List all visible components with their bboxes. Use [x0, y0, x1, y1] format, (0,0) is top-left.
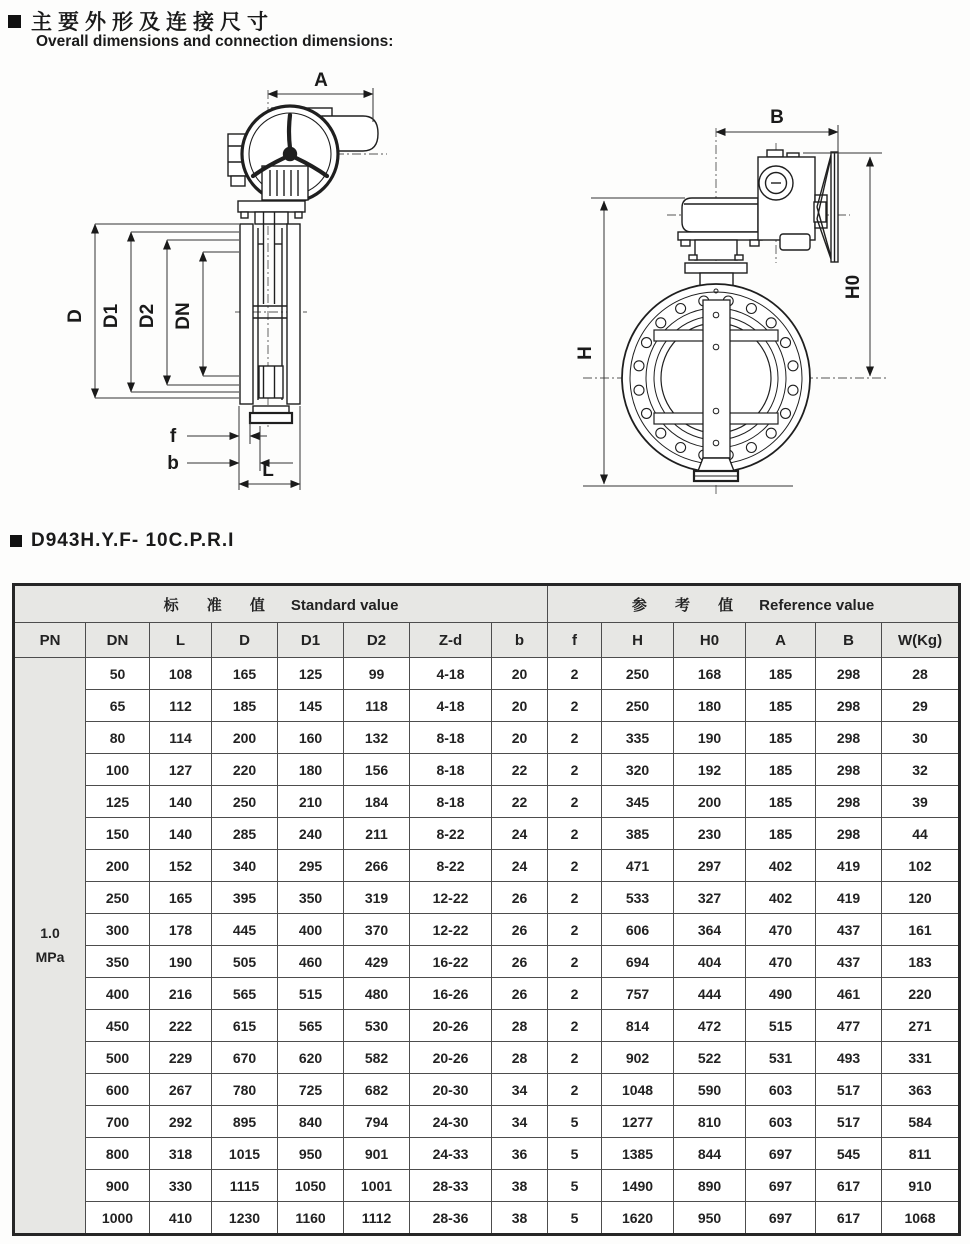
value-cell: 757 [602, 978, 674, 1010]
value-cell: 165 [212, 658, 278, 690]
value-cell: 298 [816, 786, 882, 818]
value-cell: 900 [86, 1170, 150, 1202]
column-header: Z-d [410, 623, 492, 658]
value-cell: 1015 [212, 1138, 278, 1170]
value-cell: 20-30 [410, 1074, 492, 1106]
table-row [14, 690, 960, 722]
dim-label-A: A [314, 70, 328, 91]
value-cell: 1620 [602, 1202, 674, 1235]
value-cell: 2 [548, 690, 602, 722]
value-cell: 292 [150, 1106, 212, 1138]
value-cell: 810 [674, 1106, 746, 1138]
value-cell: 404 [674, 946, 746, 978]
value-cell: 230 [674, 818, 746, 850]
value-cell: 220 [212, 754, 278, 786]
table-row [14, 722, 960, 754]
valve-side-view-drawing [55, 66, 395, 521]
value-cell: 505 [212, 946, 278, 978]
value-cell: 28 [492, 1010, 548, 1042]
value-cell: 402 [746, 882, 816, 914]
value-cell: 1160 [278, 1202, 344, 1235]
column-header: PN [14, 623, 86, 658]
value-cell: 2 [548, 658, 602, 690]
value-cell: 460 [278, 946, 344, 978]
value-cell: 363 [882, 1074, 960, 1106]
value-cell: 185 [746, 690, 816, 722]
value-cell: 419 [816, 882, 882, 914]
value-cell: 533 [602, 882, 674, 914]
column-header: D [212, 623, 278, 658]
value-cell: 515 [746, 1010, 816, 1042]
value-cell: 2 [548, 786, 602, 818]
page-title-en: Overall dimensions and connection dimensions: [36, 33, 394, 50]
column-header: DN [86, 623, 150, 658]
dim-label-D1: D1 [101, 303, 122, 329]
value-cell: 2 [548, 978, 602, 1010]
table-row [14, 754, 960, 786]
dim-label-H0: H0 [843, 274, 864, 300]
value-cell: 38 [492, 1170, 548, 1202]
page-title [8, 6, 274, 36]
value-cell: 5 [548, 1106, 602, 1138]
value-cell: 5 [548, 1202, 602, 1235]
table-row [14, 1106, 960, 1138]
value-cell: 318 [150, 1138, 212, 1170]
value-cell: 8-18 [410, 722, 492, 754]
standard-value-header: 标 准 值 Standard value [14, 585, 548, 623]
value-cell: 178 [150, 914, 212, 946]
value-cell: 330 [150, 1170, 212, 1202]
value-cell: 165 [150, 882, 212, 914]
value-cell: 477 [816, 1010, 882, 1042]
value-cell: 565 [278, 1010, 344, 1042]
value-cell: 34 [492, 1106, 548, 1138]
dim-label-L: L [262, 460, 274, 481]
dim-label-D: D [65, 309, 86, 323]
column-header: B [816, 623, 882, 658]
value-cell: 565 [212, 978, 278, 1010]
value-cell: 250 [602, 690, 674, 722]
value-cell: 545 [816, 1138, 882, 1170]
value-cell: 26 [492, 946, 548, 978]
column-header: H0 [674, 623, 746, 658]
value-cell: 319 [344, 882, 410, 914]
table-row [14, 946, 960, 978]
value-cell: 1385 [602, 1138, 674, 1170]
value-cell: 250 [602, 658, 674, 690]
value-cell: 844 [674, 1138, 746, 1170]
value-cell: 285 [212, 818, 278, 850]
value-cell: 335 [602, 722, 674, 754]
value-cell: 8-22 [410, 818, 492, 850]
value-cell: 200 [86, 850, 150, 882]
value-cell: 39 [882, 786, 960, 818]
value-cell: 1490 [602, 1170, 674, 1202]
value-cell: 500 [86, 1042, 150, 1074]
value-cell: 2 [548, 882, 602, 914]
value-cell: 50 [86, 658, 150, 690]
value-cell: 794 [344, 1106, 410, 1138]
value-cell: 350 [278, 882, 344, 914]
value-cell: 600 [86, 1074, 150, 1106]
value-cell: 22 [492, 786, 548, 818]
value-cell: 16-26 [410, 978, 492, 1010]
column-header: L [150, 623, 212, 658]
column-header: b [492, 623, 548, 658]
value-cell: 185 [212, 690, 278, 722]
value-cell: 152 [150, 850, 212, 882]
value-cell: 24-33 [410, 1138, 492, 1170]
value-cell: 28-33 [410, 1170, 492, 1202]
value-cell: 1230 [212, 1202, 278, 1235]
value-cell: 1048 [602, 1074, 674, 1106]
value-cell: 584 [882, 1106, 960, 1138]
value-cell: 183 [882, 946, 960, 978]
value-cell: 298 [816, 818, 882, 850]
value-cell: 461 [816, 978, 882, 1010]
value-cell: 298 [816, 754, 882, 786]
value-cell: 340 [212, 850, 278, 882]
value-cell: 419 [816, 850, 882, 882]
value-cell: 185 [746, 818, 816, 850]
value-cell: 840 [278, 1106, 344, 1138]
value-cell: 950 [278, 1138, 344, 1170]
dim-label-b: b [167, 453, 179, 474]
value-cell: 364 [674, 914, 746, 946]
value-cell: 2 [548, 754, 602, 786]
value-cell: 28 [882, 658, 960, 690]
value-cell: 24 [492, 818, 548, 850]
value-cell: 2 [548, 1074, 602, 1106]
value-cell: 160 [278, 722, 344, 754]
value-cell: 531 [746, 1042, 816, 1074]
value-cell: 28-36 [410, 1202, 492, 1235]
value-cell: 190 [674, 722, 746, 754]
value-cell: 4-18 [410, 658, 492, 690]
value-cell: 811 [882, 1138, 960, 1170]
table-row [14, 658, 960, 690]
value-cell: 184 [344, 786, 410, 818]
value-cell: 590 [674, 1074, 746, 1106]
value-cell: 34 [492, 1074, 548, 1106]
value-cell: 1115 [212, 1170, 278, 1202]
table-row [14, 914, 960, 946]
value-cell: 8-22 [410, 850, 492, 882]
table-row [14, 850, 960, 882]
value-cell: 28 [492, 1042, 548, 1074]
value-cell: 229 [150, 1042, 212, 1074]
value-cell: 26 [492, 882, 548, 914]
value-cell: 99 [344, 658, 410, 690]
value-cell: 114 [150, 722, 212, 754]
value-cell: 132 [344, 722, 410, 754]
column-header: D1 [278, 623, 344, 658]
dim-label-H: H [575, 346, 596, 360]
value-cell: 385 [602, 818, 674, 850]
value-cell: 100 [86, 754, 150, 786]
value-cell: 515 [278, 978, 344, 1010]
value-cell: 120 [882, 882, 960, 914]
value-cell: 80 [86, 722, 150, 754]
value-cell: 694 [602, 946, 674, 978]
value-cell: 20-26 [410, 1010, 492, 1042]
value-cell: 901 [344, 1138, 410, 1170]
value-cell: 617 [816, 1202, 882, 1235]
value-cell: 12-22 [410, 882, 492, 914]
value-cell: 429 [344, 946, 410, 978]
pn-cell: 1.0 MPa [14, 658, 86, 1235]
value-cell: 150 [86, 818, 150, 850]
model-heading [10, 530, 234, 552]
value-cell: 297 [674, 850, 746, 882]
value-cell: 180 [674, 690, 746, 722]
value-cell: 8-18 [410, 786, 492, 818]
table-row [14, 882, 960, 914]
value-cell: 44 [882, 818, 960, 850]
value-cell: 1112 [344, 1202, 410, 1235]
value-cell: 697 [746, 1138, 816, 1170]
value-cell: 517 [816, 1106, 882, 1138]
value-cell: 2 [548, 1042, 602, 1074]
value-cell: 410 [150, 1202, 212, 1235]
value-cell: 266 [344, 850, 410, 882]
value-cell: 36 [492, 1138, 548, 1170]
table-row [14, 1042, 960, 1074]
value-cell: 902 [602, 1042, 674, 1074]
dim-label-D2: D2 [137, 303, 158, 329]
value-cell: 603 [746, 1074, 816, 1106]
value-cell: 2 [548, 850, 602, 882]
value-cell: 108 [150, 658, 212, 690]
value-cell: 395 [212, 882, 278, 914]
value-cell: 444 [674, 978, 746, 1010]
value-cell: 345 [602, 786, 674, 818]
value-cell: 2 [548, 946, 602, 978]
column-header: A [746, 623, 816, 658]
value-cell: 26 [492, 914, 548, 946]
value-cell: 20 [492, 658, 548, 690]
square-bullet-icon [10, 535, 22, 547]
table-row [14, 786, 960, 818]
value-cell: 327 [674, 882, 746, 914]
dim-label-B: B [770, 107, 784, 128]
value-cell: 298 [816, 658, 882, 690]
value-cell: 65 [86, 690, 150, 722]
value-cell: 16-22 [410, 946, 492, 978]
table-row [14, 1202, 960, 1235]
value-cell: 250 [86, 882, 150, 914]
value-cell: 400 [86, 978, 150, 1010]
value-cell: 211 [344, 818, 410, 850]
value-cell: 725 [278, 1074, 344, 1106]
value-cell: 437 [816, 946, 882, 978]
value-cell: 445 [212, 914, 278, 946]
value-cell: 22 [492, 754, 548, 786]
value-cell: 450 [86, 1010, 150, 1042]
table-row [14, 978, 960, 1010]
value-cell: 26 [492, 978, 548, 1010]
reference-value-header: 参 考 值 Reference value [548, 585, 960, 623]
model-heading-text: D943H.Y.F- 10C.P.R.I [31, 530, 235, 551]
value-cell: 5 [548, 1170, 602, 1202]
table-row [14, 1138, 960, 1170]
value-cell: 2 [548, 722, 602, 754]
value-cell: 125 [278, 658, 344, 690]
value-cell: 700 [86, 1106, 150, 1138]
value-cell: 185 [746, 658, 816, 690]
value-cell: 2 [548, 914, 602, 946]
value-cell: 350 [86, 946, 150, 978]
table-row [14, 1170, 960, 1202]
value-cell: 2 [548, 818, 602, 850]
page-title-zh: 主要外形及连接尺寸 [31, 11, 274, 34]
value-cell: 697 [746, 1170, 816, 1202]
value-cell: 271 [882, 1010, 960, 1042]
value-cell: 156 [344, 754, 410, 786]
value-cell: 530 [344, 1010, 410, 1042]
column-header: f [548, 623, 602, 658]
value-cell: 140 [150, 818, 212, 850]
value-cell: 470 [746, 946, 816, 978]
value-cell: 517 [816, 1074, 882, 1106]
value-cell: 4-18 [410, 690, 492, 722]
value-cell: 210 [278, 786, 344, 818]
table-column-header-row [14, 623, 960, 658]
group-header-row [14, 585, 960, 623]
value-cell: 490 [746, 978, 816, 1010]
value-cell: 697 [746, 1202, 816, 1235]
value-cell: 222 [150, 1010, 212, 1042]
value-cell: 910 [882, 1170, 960, 1202]
column-header: D2 [344, 623, 410, 658]
square-bullet-icon [8, 15, 21, 28]
value-cell: 615 [212, 1010, 278, 1042]
value-cell: 185 [746, 754, 816, 786]
value-cell: 480 [344, 978, 410, 1010]
value-cell: 38 [492, 1202, 548, 1235]
value-cell: 20 [492, 690, 548, 722]
value-cell: 800 [86, 1138, 150, 1170]
value-cell: 1050 [278, 1170, 344, 1202]
value-cell: 8-18 [410, 754, 492, 786]
value-cell: 190 [150, 946, 212, 978]
value-cell: 5 [548, 1138, 602, 1170]
value-cell: 400 [278, 914, 344, 946]
value-cell: 437 [816, 914, 882, 946]
value-cell: 32 [882, 754, 960, 786]
value-cell: 216 [150, 978, 212, 1010]
dimension-table [12, 583, 961, 1236]
value-cell: 102 [882, 850, 960, 882]
value-cell: 185 [746, 786, 816, 818]
column-header: H [602, 623, 674, 658]
value-cell: 12-22 [410, 914, 492, 946]
table-row [14, 1010, 960, 1042]
value-cell: 185 [746, 722, 816, 754]
value-cell: 472 [674, 1010, 746, 1042]
value-cell: 402 [746, 850, 816, 882]
value-cell: 125 [86, 786, 150, 818]
value-cell: 298 [816, 690, 882, 722]
value-cell: 2 [548, 1010, 602, 1042]
value-cell: 298 [816, 722, 882, 754]
value-cell: 814 [602, 1010, 674, 1042]
table-body [14, 658, 960, 1235]
value-cell: 192 [674, 754, 746, 786]
value-cell: 29 [882, 690, 960, 722]
dim-label-DN: DN [173, 302, 194, 330]
value-cell: 682 [344, 1074, 410, 1106]
value-cell: 240 [278, 818, 344, 850]
value-cell: 30 [882, 722, 960, 754]
value-cell: 950 [674, 1202, 746, 1235]
value-cell: 140 [150, 786, 212, 818]
value-cell: 780 [212, 1074, 278, 1106]
value-cell: 522 [674, 1042, 746, 1074]
value-cell: 1001 [344, 1170, 410, 1202]
valve-front-view-drawing [555, 95, 965, 515]
value-cell: 24-30 [410, 1106, 492, 1138]
value-cell: 168 [674, 658, 746, 690]
value-cell: 1277 [602, 1106, 674, 1138]
value-cell: 493 [816, 1042, 882, 1074]
value-cell: 118 [344, 690, 410, 722]
value-cell: 370 [344, 914, 410, 946]
value-cell: 620 [278, 1042, 344, 1074]
value-cell: 606 [602, 914, 674, 946]
dim-label-f: f [169, 426, 177, 447]
value-cell: 582 [344, 1042, 410, 1074]
value-cell: 331 [882, 1042, 960, 1074]
value-cell: 20-26 [410, 1042, 492, 1074]
value-cell: 20 [492, 722, 548, 754]
value-cell: 295 [278, 850, 344, 882]
value-cell: 200 [212, 722, 278, 754]
value-cell: 267 [150, 1074, 212, 1106]
value-cell: 161 [882, 914, 960, 946]
value-cell: 300 [86, 914, 150, 946]
value-cell: 895 [212, 1106, 278, 1138]
value-cell: 1068 [882, 1202, 960, 1235]
value-cell: 470 [746, 914, 816, 946]
column-header: W(Kg) [882, 623, 960, 658]
value-cell: 24 [492, 850, 548, 882]
value-cell: 250 [212, 786, 278, 818]
value-cell: 320 [602, 754, 674, 786]
value-cell: 1000 [86, 1202, 150, 1235]
value-cell: 617 [816, 1170, 882, 1202]
table-row [14, 1074, 960, 1106]
value-cell: 603 [746, 1106, 816, 1138]
value-cell: 112 [150, 690, 212, 722]
value-cell: 890 [674, 1170, 746, 1202]
table-row [14, 818, 960, 850]
value-cell: 180 [278, 754, 344, 786]
value-cell: 220 [882, 978, 960, 1010]
value-cell: 127 [150, 754, 212, 786]
value-cell: 471 [602, 850, 674, 882]
value-cell: 670 [212, 1042, 278, 1074]
valve-flange-front [622, 284, 810, 481]
value-cell: 145 [278, 690, 344, 722]
value-cell: 200 [674, 786, 746, 818]
actuator-assembly [678, 150, 838, 287]
